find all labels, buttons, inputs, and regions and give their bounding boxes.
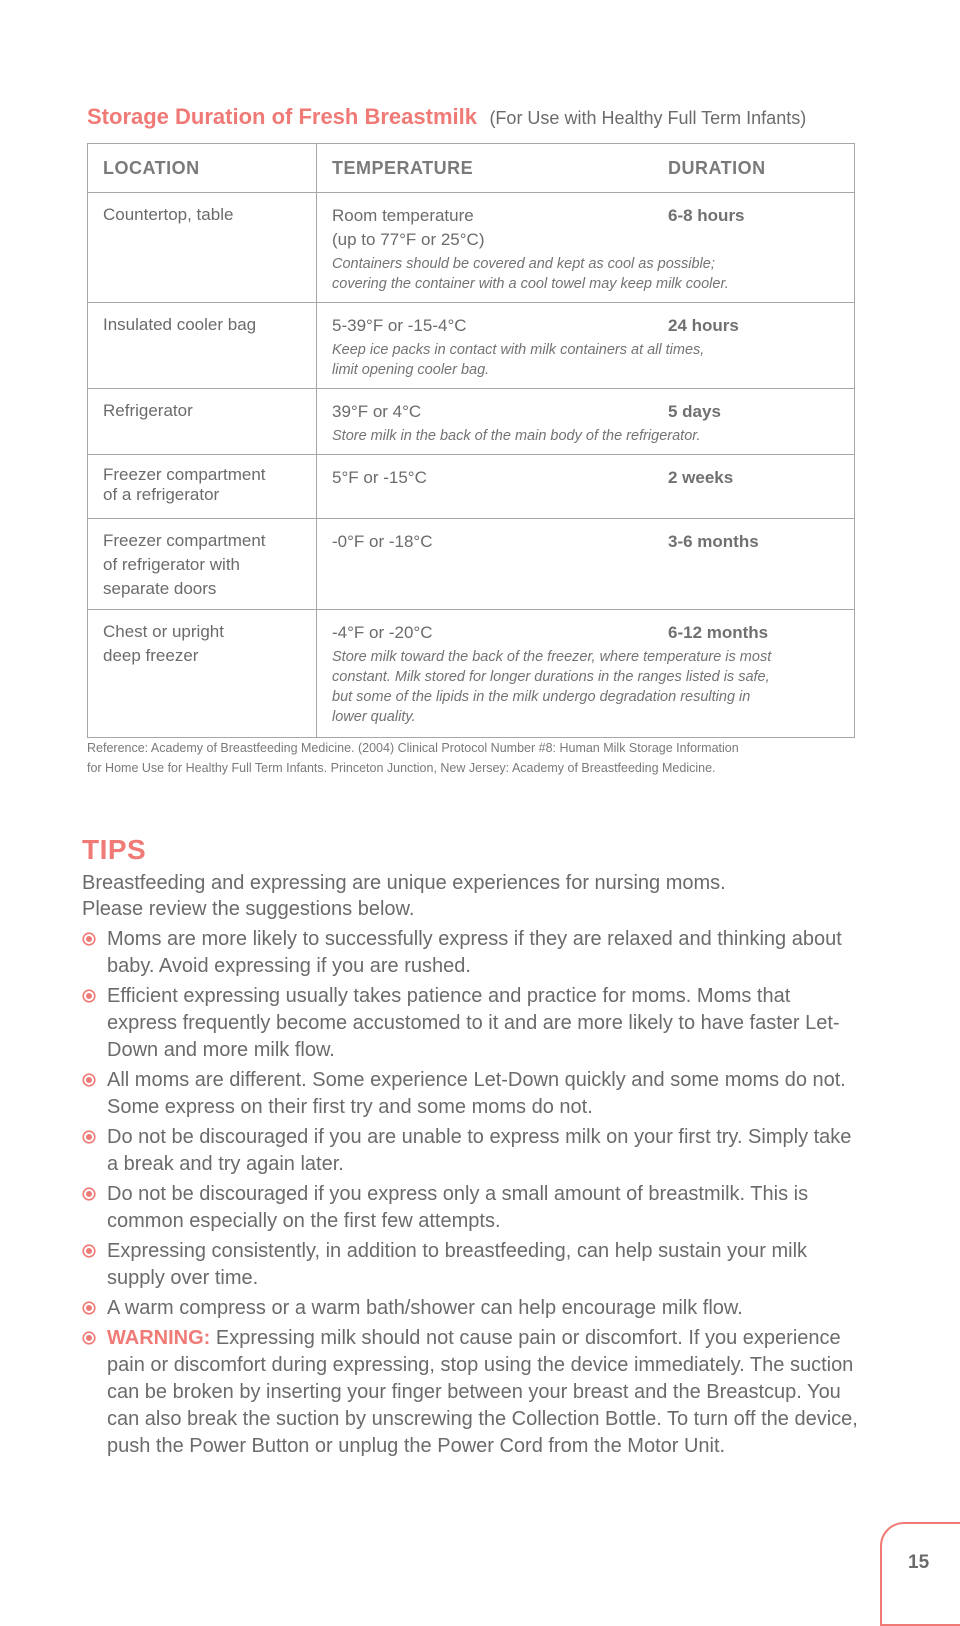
note-line: covering the container with a cool towel may keep milk cooler. (332, 276, 729, 292)
circle-dot-icon (82, 1073, 96, 1087)
location-text: Refrigerator (103, 401, 193, 420)
note-line: limit opening cooler bag. (332, 362, 490, 378)
location-cell (88, 193, 317, 303)
storage-duration-table (87, 143, 855, 738)
page-heading (87, 104, 867, 130)
column-header-temperature-duration (317, 144, 855, 193)
location-text: of a refrigerator (103, 485, 220, 504)
location-text: Insulated cooler bag (103, 315, 257, 334)
duration-text: 2 weeks (668, 468, 734, 487)
list-item (82, 1067, 862, 1121)
list-item (82, 1295, 862, 1322)
tips-heading: TIPS (82, 834, 147, 865)
column-header-temperature: TEMPERATURE (332, 157, 474, 178)
details-cell (317, 303, 855, 389)
temperature-text-extra: (up to 77°F or 25°C) (332, 230, 485, 249)
list-item (82, 1181, 862, 1235)
circle-dot-icon (82, 1331, 96, 1345)
note-line: but some of the lipids in the milk undergo degradation resulting in (332, 689, 751, 705)
duration-text: 6-12 months (668, 623, 769, 642)
location-cell (88, 519, 317, 610)
duration-text: 24 hours (668, 316, 739, 335)
tip-text: Do not be discouraged if you are unable to express milk on your first try. Simply take a break and try again later. (107, 1126, 852, 1175)
column-header-duration: DURATION (668, 157, 766, 178)
duration-text: 6-8 hours (668, 206, 745, 225)
temperature-text: -4°F or -20°C (332, 623, 433, 642)
details-cell (317, 389, 855, 455)
page-title: Storage Duration of Fresh Breastmilk (87, 104, 477, 129)
column-header-location: LOCATION (88, 144, 317, 193)
tip-text: Expressing consistently, in addition to breastfeeding, can help sustain your milk supply over time. (107, 1240, 808, 1289)
table-row (88, 303, 855, 389)
location-text: Chest or upright (103, 622, 224, 641)
storage-note (332, 426, 840, 446)
circle-dot-icon (82, 1301, 96, 1315)
page-tab (880, 1522, 960, 1626)
warning-text: Expressing milk should not cause pain or discomfort. If you experience pain or discomfort during expressing, stop using the device immediately. The suction can be broken by inserting your finger between your breast and the Breastcup. You can also break the suction by unscrewing the Collection Bottle. To turn off the device, push the Power Button or unplug the Power Cord from the Motor Unit. (107, 1327, 858, 1457)
tips-intro (82, 870, 862, 922)
table-row (88, 193, 855, 303)
tips-list (82, 926, 862, 1463)
temperature-text: -0°F or -18°C (332, 532, 433, 551)
location-text: of refrigerator with (103, 555, 240, 574)
location-text: Freezer compartment (103, 531, 266, 550)
location-text: Freezer compartment (103, 465, 266, 484)
circle-dot-icon (82, 1187, 96, 1201)
table-row (88, 519, 855, 610)
circle-dot-icon (82, 989, 96, 1003)
warning-label: WARNING: (107, 1327, 211, 1349)
tips-intro-line: Please review the suggestions below. (82, 898, 415, 920)
tip-text: Moms are more likely to successfully express if they are relaxed and thinking about baby. Avoid expressing if you are rushed. (107, 928, 842, 977)
reference-line: for Home Use for Healthy Full Term Infants. Princeton Junction, New Jersey: Academy of Breastfeeding Medicine. (87, 761, 716, 775)
storage-note (332, 254, 840, 294)
temperature-text: Room temperature (332, 206, 474, 225)
details-cell (317, 519, 855, 610)
location-text: Countertop, table (103, 205, 234, 224)
circle-dot-icon (82, 1244, 96, 1258)
location-cell (88, 303, 317, 389)
note-line: Containers should be covered and kept as cool as possible; (332, 256, 715, 272)
details-cell (317, 193, 855, 303)
list-item (82, 1124, 862, 1178)
table-row (88, 455, 855, 519)
table-row (88, 389, 855, 455)
temperature-text: 5°F or -15°C (332, 468, 427, 487)
note-line: Store milk in the back of the main body of the refrigerator. (332, 428, 701, 444)
location-cell (88, 610, 317, 738)
location-cell (88, 455, 317, 519)
storage-note (332, 340, 840, 380)
location-cell (88, 389, 317, 455)
table-header-row (88, 144, 855, 193)
temperature-text: 5-39°F or -15-4°C (332, 316, 467, 335)
reference-citation (87, 738, 867, 778)
location-text: deep freezer (103, 646, 199, 665)
list-item (82, 983, 862, 1064)
tip-text: Do not be discouraged if you express only a small amount of breastmilk. This is common especially on the first few attempts. (107, 1183, 809, 1232)
list-item (82, 926, 862, 980)
tip-text: Efficient expressing usually takes patience and practice for moms. Moms that express frequently become accustomed to it and are more likely to have faster Let-Down and more milk flow. (107, 985, 840, 1061)
note-line: constant. Milk stored for longer durations in the ranges listed is safe, (332, 669, 770, 685)
details-cell (317, 455, 855, 519)
circle-dot-icon (82, 932, 96, 946)
note-line: Store milk toward the back of the freezer, where temperature is most (332, 649, 772, 665)
reference-line: Reference: Academy of Breastfeeding Medicine. (2004) Clinical Protocol Number #8: Human Milk Storage Information (87, 741, 739, 755)
duration-text: 5 days (668, 402, 721, 421)
tip-text: All moms are different. Some experience Let-Down quickly and some moms do not. Some express on their first try and some moms do not. (107, 1069, 846, 1118)
details-cell (317, 610, 855, 738)
list-item (82, 1238, 862, 1292)
note-line: Keep ice packs in contact with milk containers at all times, (332, 342, 705, 358)
location-text: separate doors (103, 579, 217, 598)
storage-note (332, 647, 840, 727)
table-row (88, 610, 855, 738)
page-subtitle: (For Use with Healthy Full Term Infants) (489, 108, 807, 128)
note-line: lower quality. (332, 709, 416, 725)
tip-text: A warm compress or a warm bath/shower can help encourage milk flow. (107, 1297, 743, 1319)
temperature-text: 39°F or 4°C (332, 402, 422, 421)
circle-dot-icon (82, 1130, 96, 1144)
page-number: 15 (908, 1552, 930, 1573)
list-item (82, 1325, 862, 1460)
tips-intro-line: Breastfeeding and expressing are unique experiences for nursing moms. (82, 872, 726, 894)
duration-text: 3-6 months (668, 532, 759, 551)
